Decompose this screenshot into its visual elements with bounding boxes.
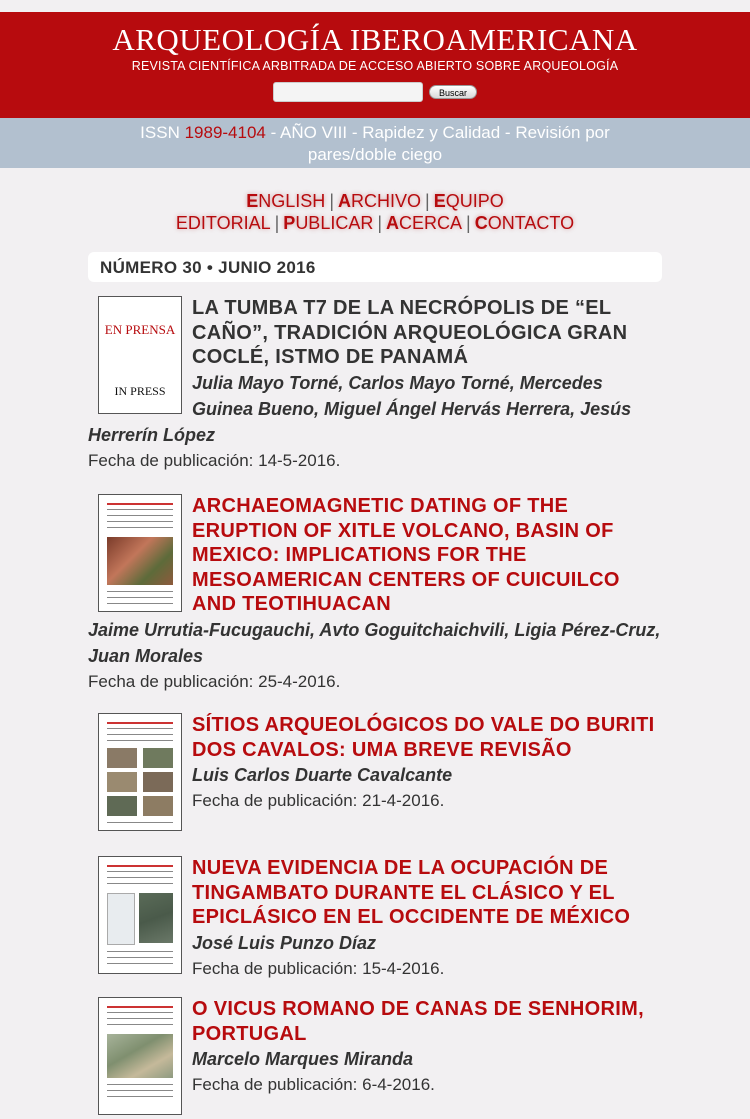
nav-separator: | (377, 213, 383, 233)
article-cover-thumbnail[interactable] (98, 494, 182, 612)
article-title[interactable]: LA TUMBA T7 DE LA NECRÓPOLIS DE “EL CAÑO”, TRADICIÓN ARQUEOLÓGICA GRAN COCLÉ, ISTMO DE PANAMÁ (192, 297, 628, 368)
doc-text-line (107, 822, 173, 823)
issn-number: 1989-4104 (184, 123, 266, 142)
doc-figure-image (107, 796, 137, 816)
nav-english-label: NGLISH (258, 191, 326, 211)
main-nav (0, 190, 750, 234)
doc-text-line (107, 963, 173, 964)
article-date: Fecha de publicación: 15-4-2016. (192, 958, 445, 978)
doc-text-line (107, 521, 173, 522)
article-authors: José Luis Punzo Díaz (192, 932, 377, 953)
article-date: Fecha de publicación: 14-5-2016. (88, 450, 341, 470)
doc-text-line (107, 883, 173, 884)
doc-text-line (107, 740, 173, 741)
doc-header-line (107, 722, 173, 724)
article-cover-thumbnail[interactable] (98, 713, 182, 831)
doc-text-line (107, 509, 173, 510)
doc-text-line (107, 1084, 173, 1085)
article-cover-thumbnail[interactable] (98, 856, 182, 974)
nav-archivo[interactable]: ARCHIVO (338, 191, 422, 211)
doc-map-image (107, 1034, 173, 1078)
doc-figure-image (107, 537, 173, 585)
doc-text-line (107, 1090, 173, 1091)
doc-figure-image (143, 796, 173, 816)
article-authors: Jaime Urrutia-Fucugauchi, Avto Goguitchaichvili, Ligia Pérez-Cruz, Juan Morales (88, 619, 661, 666)
doc-text-line (107, 871, 173, 872)
doc-text-line (107, 951, 173, 952)
article-title[interactable]: SÍTIOS ARQUEOLÓGICOS DO VALE DO BURITI DOS CAVALOS: UMA BREVE REVISÃO (192, 714, 655, 761)
article-authors: Marcelo Marques Miranda (192, 1049, 414, 1069)
article-item (88, 296, 662, 474)
nav-contacto-label: ONTACTO (487, 213, 575, 233)
article-title[interactable]: ARCHAEOMAGNETIC DATING OF THE ERUPTION OF XITLE VOLCANO, BASIN OF MEXICO: IMPLICATIONS FOR THE MESOAMERICAN CENTERS OF CUICUILCO AND TEOTIHUACAN (192, 495, 620, 615)
doc-header-line (107, 865, 173, 867)
doc-aerial-image (139, 893, 173, 943)
article-cover-thumbnail[interactable] (98, 296, 182, 414)
search-button[interactable]: Buscar (429, 85, 477, 99)
doc-text-line (107, 603, 173, 604)
article-cover-thumbnail[interactable] (98, 997, 182, 1115)
nav-separator: | (466, 213, 471, 233)
article-date: Fecha de publicación: 6-4-2016. (192, 1075, 435, 1094)
nav-separator: | (274, 213, 280, 233)
search-bar (0, 82, 750, 102)
article-authors: Luis Carlos Duarte Cavalcante (192, 765, 453, 785)
doc-text-line (107, 591, 173, 592)
in-press-label-es: EN PRENSA (104, 322, 176, 337)
in-press-label-en: IN PRESS (114, 384, 166, 398)
issue-heading: NÚMERO 30 • JUNIO 2016 (88, 252, 662, 282)
doc-text-line (107, 1096, 173, 1097)
nav-separator: | (329, 191, 334, 211)
nav-english[interactable]: ENGLISH (246, 191, 326, 211)
doc-text-line (107, 957, 173, 958)
doc-text-line (107, 1018, 173, 1019)
doc-figure-image (143, 748, 173, 768)
site-title[interactable]: ARQUEOLOGÍA IBEROAMERICANA (112, 22, 638, 57)
doc-text-line (107, 515, 173, 516)
nav-acerca[interactable]: ACERCA (386, 213, 463, 233)
nav-acerca-label: CERCA (399, 213, 463, 233)
issn-suffix: - AÑO VIII - Rapidez y Calidad - Revisión por pares/doble ciego (265, 123, 610, 164)
issn-prefix: ISSN (140, 123, 185, 142)
doc-figure-image (143, 772, 173, 792)
doc-header-line (107, 1006, 173, 1008)
site-subtitle: REVISTA CIENTÍFICA ARBITRADA DE ACCESO ABIERTO SOBRE ARQUEOLOGÍA (131, 59, 619, 73)
top-strip (0, 0, 750, 12)
doc-text-line (107, 734, 173, 735)
doc-text-line (107, 1024, 173, 1025)
doc-text-line (107, 1012, 173, 1013)
article-item (88, 713, 662, 835)
nav-contacto[interactable]: CONTACTO (474, 213, 575, 233)
doc-figure-image (107, 772, 137, 792)
article-title[interactable]: NUEVA EVIDENCIA DE LA OCUPACIÓN DE TINGAMBATO DURANTE EL CLÁSICO Y EL EPICLÁSICO EN EL OCCIDENTE DE MÉXICO (192, 857, 631, 928)
nav-archivo-label: RCHIVO (351, 191, 422, 211)
nav-publicar[interactable]: PUBLICAR (283, 213, 374, 233)
article-item (88, 856, 662, 982)
doc-text-line (107, 527, 173, 528)
search-input[interactable] (273, 82, 423, 102)
doc-text-line (107, 597, 173, 598)
nav-separator: | (425, 191, 430, 211)
article-authors: Julia Mayo Torné, Carlos Mayo Torné, Mercedes Guinea Bueno, Miguel Ángel Hervás Herrera, Jesús Herrerín López (88, 372, 632, 445)
article-title[interactable]: O VICUS ROMANO DE CANAS DE SENHORIM, PORTUGAL (192, 998, 644, 1045)
article-item (88, 494, 662, 695)
doc-header-line (107, 503, 173, 505)
nav-equipo-label: QUIPO EDITORIAL (175, 191, 504, 233)
article-item (88, 997, 662, 1119)
nav-equipo-editorial[interactable]: EQUIPO EDITORIAL (175, 191, 504, 233)
doc-figure-image (107, 748, 137, 768)
article-date: Fecha de publicación: 25-4-2016. (88, 671, 341, 691)
doc-map-image (107, 893, 135, 945)
issn-bar (0, 118, 750, 168)
doc-text-line (107, 728, 173, 729)
nav-publicar-label: UBLICAR (295, 213, 374, 233)
site-header (0, 12, 750, 118)
article-date: Fecha de publicación: 21-4-2016. (192, 791, 445, 810)
doc-text-line (107, 877, 173, 878)
